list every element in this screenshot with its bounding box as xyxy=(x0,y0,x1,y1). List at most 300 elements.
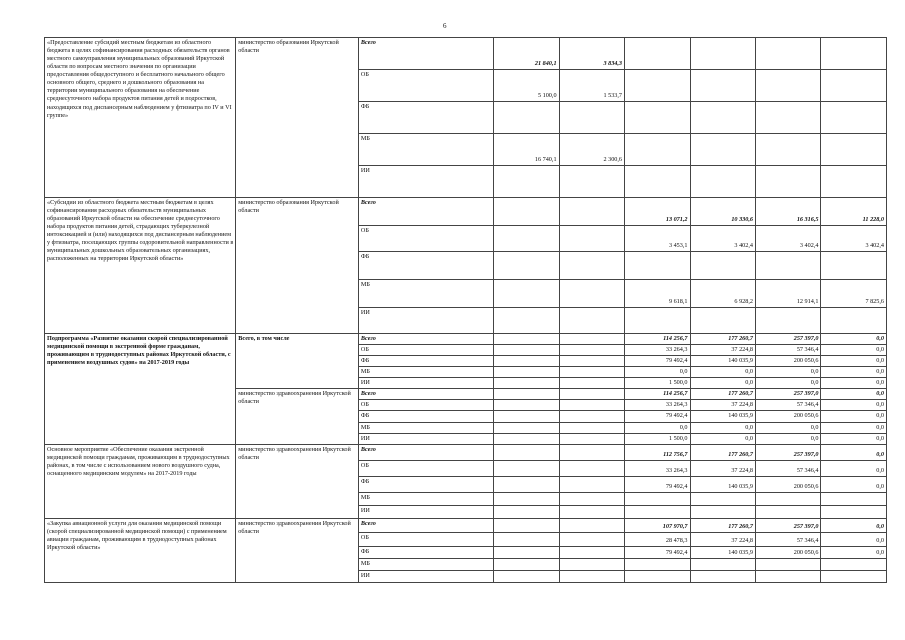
amount-cell xyxy=(494,558,559,570)
source-label: ИИ xyxy=(358,166,493,198)
measure-description: Подпрограмма «Развитие оказания скорой специализированной медицинской помощи в экстренной форме гражданам, проживающим в труднодоступных районах Иркутской области, с применением воздушных судов» на 2017-2019 годы xyxy=(45,334,236,445)
amount-cell xyxy=(755,546,820,558)
amount-value: 200 050,6 xyxy=(793,412,819,420)
amount-value: 28 478,3 xyxy=(665,536,688,544)
amount-value: 177 260,7 xyxy=(728,390,753,398)
amount-value: 37 224,8 xyxy=(731,346,753,354)
amount-cell xyxy=(494,518,559,532)
amount-cell xyxy=(821,198,887,226)
source-label: ОБ xyxy=(358,400,493,411)
amount-value: 33 264,3 xyxy=(665,466,688,474)
amount-cell xyxy=(494,460,559,476)
amount-value: 0,0 xyxy=(745,434,753,442)
amount-cell xyxy=(821,444,887,460)
amount-cell xyxy=(625,433,690,444)
amount-value: 57 346,4 xyxy=(796,536,819,544)
amount-value: 0,0 xyxy=(745,368,753,376)
amount-cell xyxy=(559,558,624,570)
amount-cell xyxy=(690,558,755,570)
amount-cell xyxy=(821,492,887,505)
amount-value: 37 224,8 xyxy=(731,536,753,544)
measure-description: «Предоставление субсидий местным бюджетам из областного бюджета в целях софинансирования расходных обязательств органов местного самоуправления муниципальных образований Иркутской области по вопросам местного значения по организации предоставления общедоступного и бесплатного начального общего основного общего, среднего и дошкольного образования на территории муниципального образования на обеспечение среднесуточного набора продуктов питания детей и подростков, находящихся под диспансерным наблюдением у фтизиатра по IV и VI группе» xyxy=(45,38,236,198)
amount-cell xyxy=(690,518,755,532)
amount-cell xyxy=(755,367,820,378)
amount-cell xyxy=(755,476,820,492)
amount-cell xyxy=(625,444,690,460)
amount-cell xyxy=(494,102,559,134)
amount-cell xyxy=(494,198,559,226)
amount-value: 1 500,0 xyxy=(668,434,688,442)
amount-cell xyxy=(559,198,624,226)
amount-cell xyxy=(690,226,755,252)
amount-cell xyxy=(494,433,559,444)
amount-value: 3 453,1 xyxy=(668,241,688,249)
amount-cell xyxy=(559,308,624,334)
amount-value: 57 346,4 xyxy=(796,401,819,409)
source-label: ФБ xyxy=(358,411,493,422)
amount-value: 140 035,9 xyxy=(728,482,753,490)
amount-value: 57 346,4 xyxy=(796,346,819,354)
amount-value: 0,0 xyxy=(876,423,884,431)
source-label: МБ xyxy=(358,492,493,505)
amount-value: 112 756,7 xyxy=(663,450,688,458)
amount-cell xyxy=(559,476,624,492)
amount-cell xyxy=(494,492,559,505)
amount-cell xyxy=(690,492,755,505)
amount-cell xyxy=(690,400,755,411)
amount-cell xyxy=(690,422,755,433)
amount-cell xyxy=(690,252,755,280)
amount-value: 107 970,7 xyxy=(662,522,688,530)
executor-cell: министерство образования Иркутской области xyxy=(236,38,359,198)
amount-cell xyxy=(494,570,559,582)
amount-cell xyxy=(625,280,690,308)
executor-cell: министерство здравоохранения Иркутской области xyxy=(236,389,359,444)
source-label: ОБ xyxy=(358,70,493,102)
amount-cell xyxy=(559,166,624,198)
source-label: МБ xyxy=(358,558,493,570)
amount-cell xyxy=(755,400,820,411)
amount-value: 177 260,7 xyxy=(728,335,753,342)
amount-cell xyxy=(755,280,820,308)
amount-cell xyxy=(625,226,690,252)
source-label: Всего xyxy=(358,444,493,460)
amount-cell xyxy=(821,102,887,134)
amount-cell xyxy=(821,308,887,334)
executor-cell: министерство здравоохранения Иркутской области xyxy=(236,444,359,518)
amount-cell xyxy=(494,226,559,252)
amount-cell xyxy=(559,70,624,102)
amount-cell xyxy=(821,476,887,492)
amount-cell xyxy=(755,492,820,505)
amount-value: 10 330,6 xyxy=(731,215,753,223)
amount-cell xyxy=(494,280,559,308)
amount-cell xyxy=(625,476,690,492)
amount-value: 0,0 xyxy=(876,466,884,474)
amount-value: 3 402,4 xyxy=(734,241,753,249)
amount-cell xyxy=(821,378,887,389)
table-row xyxy=(45,38,887,70)
amount-value: 140 035,9 xyxy=(728,548,753,556)
source-label: ОБ xyxy=(358,460,493,476)
source-label: Всего xyxy=(358,198,493,226)
amount-cell xyxy=(755,505,820,518)
amount-cell xyxy=(755,356,820,367)
amount-cell xyxy=(625,198,690,226)
amount-cell xyxy=(755,308,820,334)
amount-cell xyxy=(821,166,887,198)
amount-cell xyxy=(821,367,887,378)
amount-cell xyxy=(625,558,690,570)
amount-cell xyxy=(559,444,624,460)
amount-value: 257 397,0 xyxy=(793,390,819,398)
source-label: ФБ xyxy=(358,252,493,280)
amount-value: 0,0 xyxy=(876,548,884,556)
amount-value: 0,0 xyxy=(876,390,884,398)
amount-value: 0,0 xyxy=(876,401,884,409)
amount-cell xyxy=(625,367,690,378)
amount-value: 37 224,8 xyxy=(731,466,753,474)
source-label: ИИ xyxy=(358,308,493,334)
amount-value: 0,0 xyxy=(679,368,688,376)
table-row xyxy=(45,518,887,532)
amount-cell xyxy=(690,476,755,492)
source-label: ИИ xyxy=(358,433,493,444)
amount-cell xyxy=(690,334,755,345)
amount-cell xyxy=(625,570,690,582)
amount-cell xyxy=(690,505,755,518)
amount-cell xyxy=(625,411,690,422)
amount-cell xyxy=(690,570,755,582)
amount-value: 0,0 xyxy=(876,412,884,420)
amount-value: 0,0 xyxy=(810,379,819,387)
amount-cell xyxy=(755,334,820,345)
amount-cell xyxy=(755,570,820,582)
amount-cell xyxy=(821,546,887,558)
amount-cell xyxy=(494,546,559,558)
source-label: Всего xyxy=(358,518,493,532)
amount-cell xyxy=(821,558,887,570)
source-label: МБ xyxy=(358,280,493,308)
source-label: ОБ xyxy=(358,532,493,546)
amount-cell xyxy=(494,444,559,460)
source-label: ОБ xyxy=(358,226,493,252)
amount-cell xyxy=(625,308,690,334)
amount-value: 257 397,0 xyxy=(793,335,819,342)
amount-value: 37 224,8 xyxy=(731,401,753,409)
amount-cell xyxy=(559,411,624,422)
amount-cell xyxy=(755,166,820,198)
amount-value: 0,0 xyxy=(876,482,884,490)
amount-cell xyxy=(821,400,887,411)
amount-cell xyxy=(559,433,624,444)
amount-value: 200 050,6 xyxy=(793,357,819,365)
amount-cell xyxy=(625,505,690,518)
amount-cell xyxy=(625,400,690,411)
measure-description: «Субсидии из областного бюджета местным бюджетам в целях софинансирования расходных обязательств муниципальных образований Иркутской области на обеспечение среднесуточного набора продуктов питания детей, страдающих туберкулезной интоксикацией и (или) находящихся под диспансерным наблюдением у фтизиатра, посещающих группы оздоровительной направленности в муниципальных дошкольных образовательных организациях, расположенных на территории Иркутской области» xyxy=(45,198,236,334)
amount-value: 0,0 xyxy=(876,335,884,342)
amount-value: 0,0 xyxy=(876,536,884,544)
amount-cell xyxy=(690,102,755,134)
amount-value: 1 533,7 xyxy=(603,91,623,99)
amount-cell xyxy=(625,102,690,134)
amount-cell xyxy=(821,252,887,280)
source-label: ИИ xyxy=(358,505,493,518)
amount-cell xyxy=(755,102,820,134)
amount-cell xyxy=(625,134,690,166)
source-label: Всего xyxy=(358,334,493,345)
amount-cell xyxy=(494,505,559,518)
budget-table xyxy=(44,37,887,583)
amount-value: 0,0 xyxy=(876,346,884,354)
amount-cell xyxy=(625,389,690,400)
amount-value: 257 397,0 xyxy=(793,450,819,458)
amount-cell xyxy=(625,532,690,546)
amount-cell xyxy=(625,518,690,532)
source-label: МБ xyxy=(358,134,493,166)
amount-cell xyxy=(494,134,559,166)
amount-cell xyxy=(690,411,755,422)
amount-cell xyxy=(690,546,755,558)
source-label: ИИ xyxy=(358,378,493,389)
source-label: ФБ xyxy=(358,476,493,492)
amount-cell xyxy=(559,345,624,356)
amount-cell xyxy=(821,518,887,532)
amount-cell xyxy=(559,38,624,70)
amount-value: 33 264,3 xyxy=(665,346,688,354)
amount-value: 3 402,4 xyxy=(865,241,884,249)
amount-cell xyxy=(690,460,755,476)
amount-value: 12 914,1 xyxy=(796,297,819,305)
amount-value: 79 492,4 xyxy=(665,357,688,365)
amount-cell xyxy=(690,38,755,70)
amount-cell xyxy=(755,134,820,166)
amount-value: 0,0 xyxy=(745,423,753,431)
amount-value: 33 264,3 xyxy=(665,401,688,409)
amount-cell xyxy=(821,532,887,546)
amount-value: 200 050,6 xyxy=(793,482,819,490)
amount-cell xyxy=(755,558,820,570)
amount-cell xyxy=(559,134,624,166)
source-label: МБ xyxy=(358,367,493,378)
amount-cell xyxy=(821,226,887,252)
amount-value: 1 500,0 xyxy=(668,379,688,387)
amount-cell xyxy=(690,389,755,400)
amount-value: 11 228,0 xyxy=(862,215,884,223)
amount-cell xyxy=(494,70,559,102)
amount-cell xyxy=(821,411,887,422)
executor-cell: министерство здравоохранения Иркутской области xyxy=(236,518,359,582)
amount-cell xyxy=(494,356,559,367)
amount-cell xyxy=(494,252,559,280)
amount-cell xyxy=(690,345,755,356)
amount-cell xyxy=(690,308,755,334)
amount-cell xyxy=(821,345,887,356)
amount-cell xyxy=(625,460,690,476)
amount-value: 13 071,2 xyxy=(665,215,688,223)
amount-cell xyxy=(755,389,820,400)
amount-value: 0,0 xyxy=(876,357,884,365)
amount-cell xyxy=(755,433,820,444)
amount-value: 177 260,7 xyxy=(728,450,753,458)
amount-cell xyxy=(559,226,624,252)
amount-cell xyxy=(559,532,624,546)
amount-cell xyxy=(494,38,559,70)
amount-value: 5 100,0 xyxy=(537,91,557,99)
amount-cell xyxy=(690,367,755,378)
amount-value: 79 492,4 xyxy=(665,548,688,556)
amount-cell xyxy=(821,422,887,433)
amount-cell xyxy=(494,166,559,198)
source-label: ИИ xyxy=(358,570,493,582)
amount-cell xyxy=(559,389,624,400)
amount-cell xyxy=(494,389,559,400)
amount-cell xyxy=(625,38,690,70)
amount-value: 114 256,7 xyxy=(663,390,688,398)
amount-value: 3 834,3 xyxy=(603,59,623,67)
amount-value: 9 618,1 xyxy=(668,297,688,305)
amount-cell xyxy=(690,378,755,389)
amount-cell xyxy=(755,460,820,476)
amount-cell xyxy=(559,492,624,505)
page-number: 6 xyxy=(443,22,447,30)
amount-value: 2 300,6 xyxy=(603,155,623,163)
amount-cell xyxy=(559,546,624,558)
amount-value: 0,0 xyxy=(810,368,819,376)
amount-cell xyxy=(755,38,820,70)
measure-description: «Закупка авиационной услуги для оказания медицинской помощи (скорой специализированной медицинской помощи) с применением авиации гражданам, проживающим в труднодоступных районах Иркутской области» xyxy=(45,518,236,582)
amount-cell xyxy=(755,532,820,546)
amount-value: 79 492,4 xyxy=(665,482,688,490)
amount-cell xyxy=(625,492,690,505)
amount-cell xyxy=(494,400,559,411)
amount-cell xyxy=(821,134,887,166)
amount-value: 0,0 xyxy=(679,423,688,431)
amount-cell xyxy=(690,70,755,102)
amount-cell xyxy=(559,422,624,433)
amount-cell xyxy=(494,411,559,422)
amount-cell xyxy=(821,356,887,367)
amount-cell xyxy=(559,460,624,476)
amount-cell xyxy=(690,532,755,546)
amount-value: 114 256,7 xyxy=(663,335,688,342)
amount-value: 140 035,9 xyxy=(728,412,753,420)
amount-cell xyxy=(559,367,624,378)
amount-cell xyxy=(559,334,624,345)
amount-cell xyxy=(559,102,624,134)
amount-cell xyxy=(755,422,820,433)
amount-cell xyxy=(690,444,755,460)
amount-cell xyxy=(821,389,887,400)
amount-cell xyxy=(625,422,690,433)
amount-cell xyxy=(559,505,624,518)
amount-value: 0,0 xyxy=(876,379,884,387)
amount-cell xyxy=(755,345,820,356)
amount-cell xyxy=(690,356,755,367)
source-label: ФБ xyxy=(358,356,493,367)
amount-cell xyxy=(821,570,887,582)
amount-cell xyxy=(755,226,820,252)
amount-value: 0,0 xyxy=(745,379,753,387)
amount-value: 0,0 xyxy=(876,450,884,458)
amount-cell xyxy=(625,546,690,558)
amount-cell xyxy=(625,70,690,102)
budget-table-body xyxy=(45,38,887,583)
executor-cell: министерство образования Иркутской области xyxy=(236,198,359,334)
amount-value: 16 316,5 xyxy=(796,215,819,223)
amount-value: 177 260,7 xyxy=(728,522,753,530)
amount-cell xyxy=(755,411,820,422)
source-label: ОБ xyxy=(358,345,493,356)
amount-cell xyxy=(821,280,887,308)
amount-cell xyxy=(559,378,624,389)
amount-cell xyxy=(690,280,755,308)
amount-cell xyxy=(690,433,755,444)
amount-value: 0,0 xyxy=(876,434,884,442)
amount-value: 0,0 xyxy=(810,434,819,442)
amount-value: 3 402,4 xyxy=(799,241,819,249)
amount-value: 57 346,4 xyxy=(796,466,819,474)
amount-cell xyxy=(494,334,559,345)
table-row xyxy=(45,444,887,460)
amount-cell xyxy=(625,334,690,345)
amount-cell xyxy=(494,345,559,356)
amount-value: 79 492,4 xyxy=(665,412,688,420)
amount-cell xyxy=(625,356,690,367)
amount-cell xyxy=(494,308,559,334)
amount-cell xyxy=(755,198,820,226)
amount-value: 200 050,6 xyxy=(793,548,819,556)
amount-cell xyxy=(625,345,690,356)
measure-description: Основное мероприятие «Обеспечение оказания экстренной медицинской помощи гражданам, проживающим в труднодоступных районах, в том числе с использованием нового воздушного судна, оснащенного медицинским модулем» на 2017-2019 годы xyxy=(45,444,236,518)
amount-cell xyxy=(559,570,624,582)
amount-cell xyxy=(690,166,755,198)
amount-cell xyxy=(494,532,559,546)
executor-cell: Всего, в том числе xyxy=(236,334,359,389)
amount-cell xyxy=(755,252,820,280)
amount-cell xyxy=(625,252,690,280)
amount-value: 16 740,1 xyxy=(534,155,557,163)
amount-cell xyxy=(821,505,887,518)
amount-cell xyxy=(821,433,887,444)
amount-cell xyxy=(559,252,624,280)
amount-cell xyxy=(494,367,559,378)
table-row xyxy=(45,198,887,226)
amount-value: 0,0 xyxy=(810,423,819,431)
amount-cell xyxy=(755,518,820,532)
amount-cell xyxy=(755,444,820,460)
amount-value: 7 825,6 xyxy=(865,297,884,305)
amount-cell xyxy=(494,476,559,492)
amount-cell xyxy=(755,378,820,389)
amount-cell xyxy=(559,400,624,411)
source-label: ФБ xyxy=(358,102,493,134)
amount-value: 257 397,0 xyxy=(793,522,819,530)
amount-cell xyxy=(559,518,624,532)
amount-cell xyxy=(690,198,755,226)
table-row xyxy=(45,334,887,345)
amount-value: 0,0 xyxy=(876,368,884,376)
amount-cell xyxy=(625,378,690,389)
amount-cell xyxy=(755,70,820,102)
amount-cell xyxy=(690,134,755,166)
amount-cell xyxy=(821,334,887,345)
amount-value: 0,0 xyxy=(876,522,884,530)
amount-cell xyxy=(559,280,624,308)
amount-value: 21 840,1 xyxy=(534,59,557,67)
source-label: Всего xyxy=(358,389,493,400)
amount-cell xyxy=(821,38,887,70)
